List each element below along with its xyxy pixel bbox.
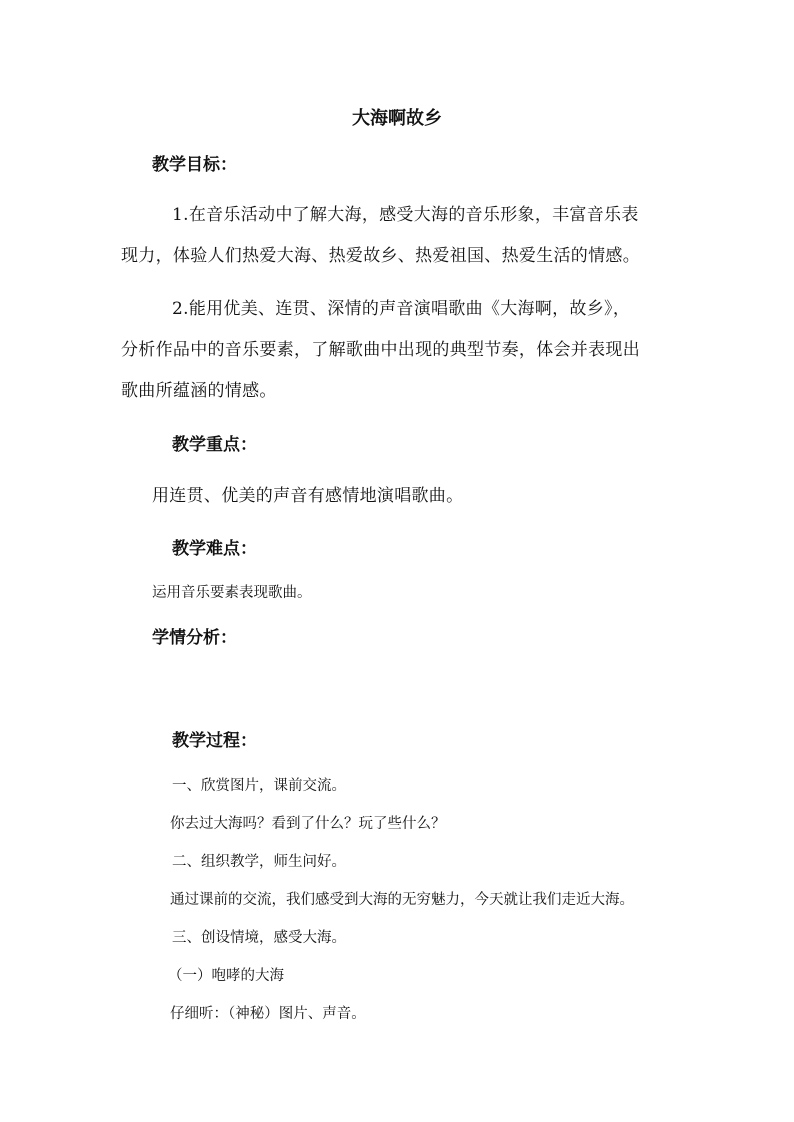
process-line: 三、创设情境，感受大海。 bbox=[172, 930, 346, 946]
process-line: 仔细听：（神秘）图片、声音。 bbox=[170, 1006, 366, 1022]
process-line: 一、欣赏图片，课前交流。 bbox=[172, 778, 346, 794]
objective-2-line-3: 歌曲所蕴涵的情感。 bbox=[121, 381, 277, 401]
objective-1-line-2: 现力，体验人们热爱大海、热爱故乡、热爱祖国、热爱生活的情感。 bbox=[121, 246, 640, 266]
objective-2-line-1: 2.能用优美、连贯、深情的声音演唱歌曲《大海啊，故乡》， bbox=[172, 299, 631, 319]
analysis-heading: 学情分析： bbox=[152, 628, 237, 648]
process-line: 通过课前的交流，我们感受到大海的无穷魅力，今天就让我们走近大海。 bbox=[170, 892, 634, 908]
difficulty-heading: 教学难点： bbox=[172, 539, 257, 559]
key-point-heading: 教学重点： bbox=[172, 435, 257, 455]
objective-2-line-2: 分析作品中的音乐要素，了解歌曲中出现的典型节奏，体会并表现出 bbox=[121, 340, 640, 360]
process-heading: 教学过程： bbox=[172, 731, 257, 751]
key-point-text: 用连贯、优美的声音有感情地演唱歌曲。 bbox=[152, 486, 464, 506]
process-line: （一）咆哮的大海 bbox=[168, 968, 284, 984]
document-title: 大海啊故乡 bbox=[352, 108, 442, 129]
process-line: 二、组织教学，师生问好。 bbox=[172, 854, 346, 870]
process-line: 你去过大海吗？看到了什么？玩了些什么？ bbox=[170, 816, 446, 832]
objectives-heading: 教学目标： bbox=[152, 155, 237, 175]
objective-1-line-1: 1.在音乐活动中了解大海，感受大海的音乐形象，丰富音乐表 bbox=[172, 205, 639, 225]
difficulty-text: 运用音乐要素表现歌曲。 bbox=[152, 585, 312, 601]
